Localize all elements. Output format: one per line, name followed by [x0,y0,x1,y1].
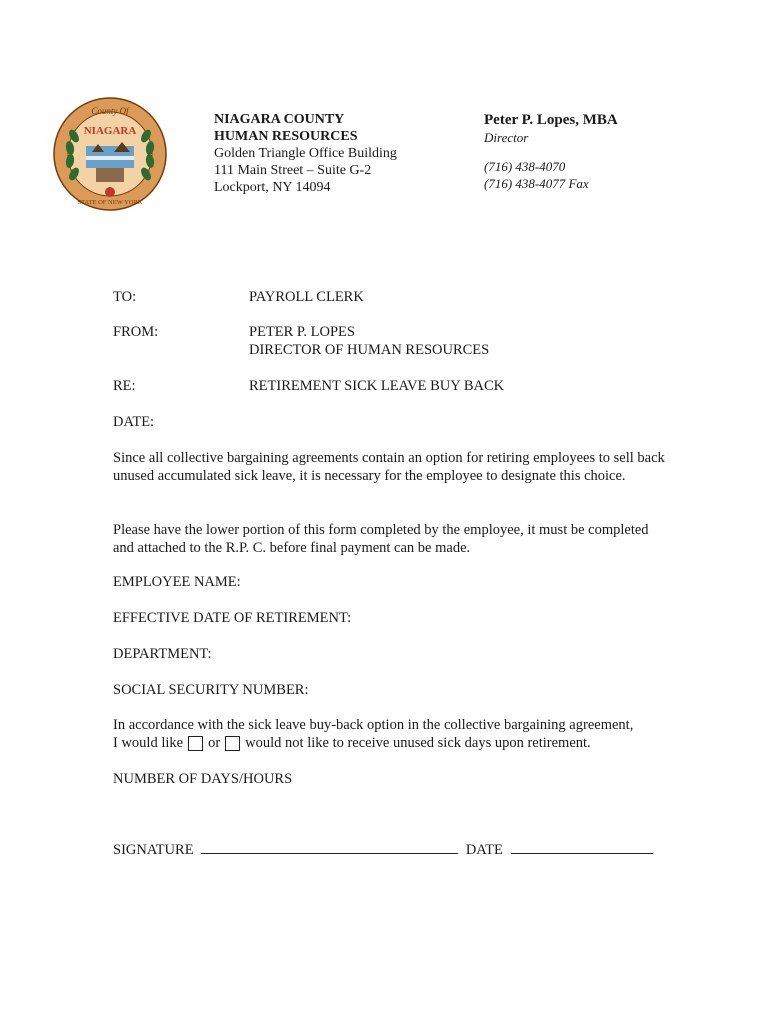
to-value: PAYROLL CLERK [249,289,364,305]
effective-date-label: EFFECTIVE DATE OF RETIREMENT: [113,610,352,626]
director-contact-block [484,111,618,192]
employee-name-label: EMPLOYEE NAME: [113,574,241,590]
accordance-statement: In accordance with the sick leave buy-back option in the collective bargaining agreement, [113,717,634,733]
would-not-like-text: would not like to receive unused sick days upon retirement. [245,735,591,751]
signature-date-label: DATE [465,842,503,858]
org-name: NIAGARA COUNTY [214,112,345,127]
body-paragraph-1: Since all collective bargaining agreements contain an option for retiring employees to sell back unused accumulated sick leave, it is necessary for the employee to designate this choice. [113,450,665,484]
phone-number: (716) 438-4070 [484,159,566,174]
signature-row [113,840,653,859]
svg-text:STATE OF NEW YORK: STATE OF NEW YORK [77,199,143,206]
address-building: Golden Triangle Office Building [214,146,397,161]
re-value: RETIREMENT SICK LEAVE BUY BACK [249,378,505,394]
address-street: 111 Main Street – Suite G-2 [214,163,372,178]
department-label: DEPARTMENT: [113,646,212,662]
signature-label: SIGNATURE [113,842,194,858]
svg-text:NIAGARA: NIAGARA [83,125,137,137]
organization-block [214,111,397,196]
date-label: DATE: [113,414,155,430]
ssn-label: SOCIAL SECURITY NUMBER: [113,682,309,698]
address-city: Lockport, NY 14094 [214,180,331,195]
or-text: or [208,735,221,751]
days-hours-label: NUMBER OF DAYS/HOURS [113,771,293,787]
would-not-like-checkbox[interactable] [225,736,240,751]
svg-text:County Of: County Of [91,106,129,116]
fax-number: (716) 438-4077 Fax [484,176,589,191]
org-department: HUMAN RESOURCES [214,129,358,144]
county-seal-logo [52,96,168,212]
to-label: TO: [113,289,137,305]
from-value-title: DIRECTOR OF HUMAN RESOURCES [249,342,490,358]
from-label: FROM: [113,324,159,340]
director-title: Director [484,130,529,145]
buyback-choice-line [113,734,591,752]
signature-date-field[interactable] [511,840,653,854]
from-value-name: PETER P. LOPES [249,324,355,340]
signature-field[interactable] [201,840,458,854]
re-label: RE: [113,378,136,394]
body-paragraph-2: Please have the lower portion of this form completed by the employee, it must be completed and attached to the R.P. C. before final payment can be made. [113,522,649,556]
would-like-checkbox[interactable] [188,736,203,751]
director-name: Peter P. Lopes, MBA [484,112,618,128]
would-like-text: I would like [113,735,184,751]
